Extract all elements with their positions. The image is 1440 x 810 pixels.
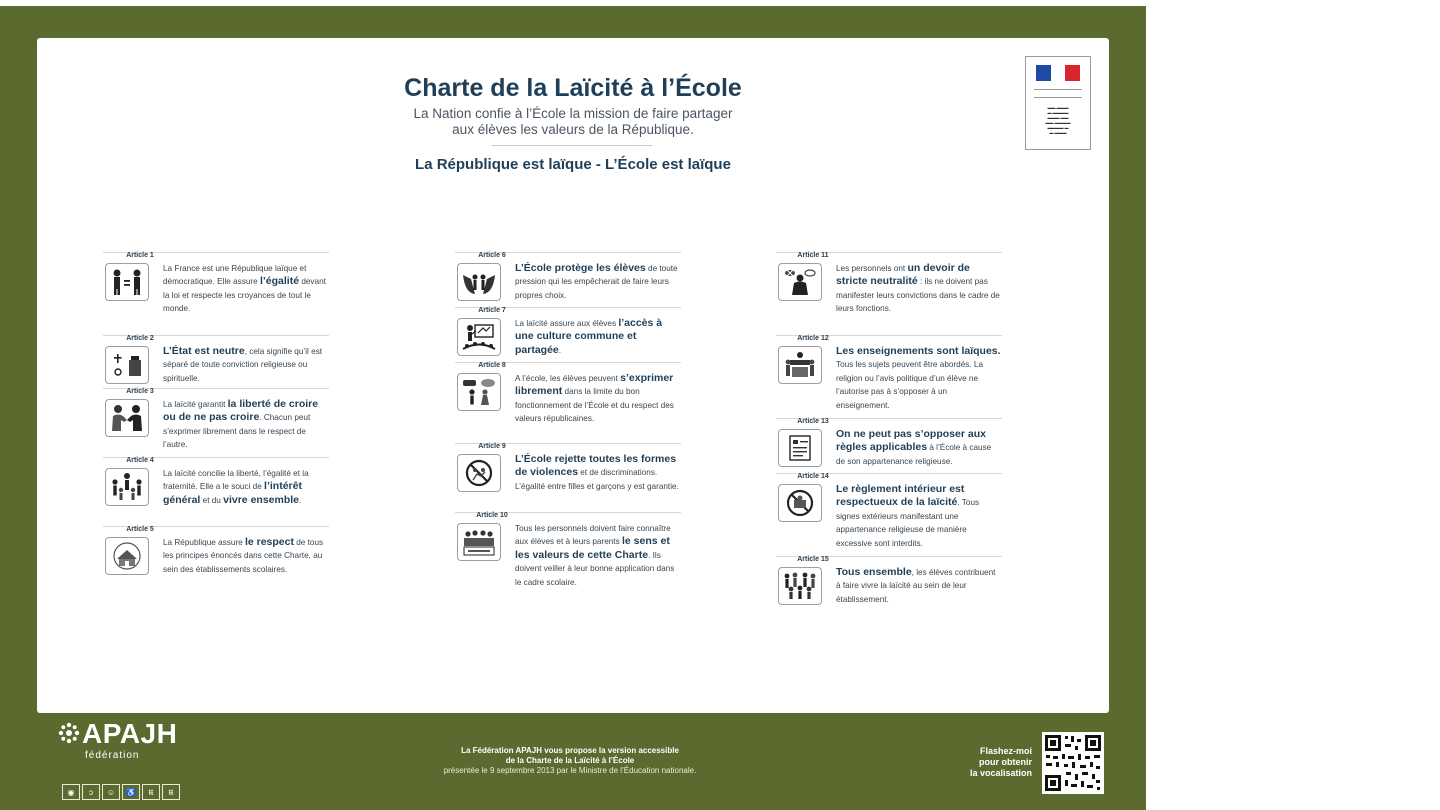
article-label: Article 10 bbox=[476, 512, 508, 519]
tagline: La République est laïque - L’École est laïque bbox=[415, 156, 731, 173]
article-text-segment: A l’école, les élèves peuvent bbox=[515, 374, 621, 383]
rules-document-icon bbox=[778, 429, 822, 467]
page-subtitle bbox=[37, 106, 1109, 138]
articles-column-2 bbox=[455, 252, 681, 603]
school-building-icon bbox=[105, 537, 149, 575]
article-text-bold: s’exprimer librement bbox=[515, 372, 674, 398]
article-text-bold: Les enseignements sont laïques. bbox=[836, 345, 1001, 357]
articles-column-1 bbox=[103, 252, 329, 587]
article-card bbox=[455, 443, 681, 512]
page-title: Charte de la Laïcité à l’École bbox=[404, 74, 742, 102]
article-text-bold: le respect bbox=[244, 536, 294, 548]
article-text-segment: . Tous signes extérieurs manifestant une appartenance religieuse de manière excessive sont interdits. bbox=[836, 498, 980, 548]
article-card bbox=[455, 362, 681, 443]
article-text-segment: La laïcité assure aux élèves bbox=[515, 319, 619, 328]
article-text-bold: un devoir de stricte neutralité bbox=[836, 262, 970, 288]
article-text bbox=[163, 398, 329, 452]
article-text bbox=[515, 522, 681, 589]
subtitle-line-1: La Nation confie à l’École la mission de faire partager bbox=[413, 106, 733, 121]
footer-notice bbox=[400, 746, 740, 776]
laicite-group-icon bbox=[457, 523, 501, 561]
article-label: Article 9 bbox=[478, 443, 506, 450]
article-text bbox=[163, 345, 329, 385]
footer-notice-line-2: de la Charte de la Laïcité à l’École bbox=[505, 756, 635, 765]
article-text-segment: et du bbox=[200, 495, 224, 505]
article-card bbox=[776, 473, 1002, 556]
subtitle-line-2: aux élèves les valeurs de la République. bbox=[452, 122, 694, 137]
article-card bbox=[103, 388, 329, 457]
article-text-segment: de toute pression qui les empêcherait de faire leurs propres choix. bbox=[515, 264, 678, 300]
apajh-flower-icon bbox=[58, 722, 80, 744]
article-label: Article 4 bbox=[126, 457, 154, 464]
article-text-segment: Tous les sujets peuvent être abordés. La religion ou l’avis politique d’un élève ne l’autorise pas à s’opposer à un enseignement. bbox=[836, 360, 984, 410]
article-card bbox=[455, 307, 681, 362]
article-card bbox=[103, 526, 329, 587]
no-religious-signs-icon bbox=[778, 484, 822, 522]
article-text-segment: : ils ne doivent pas manifester leurs convictions dans le cadre de leurs fonctions. bbox=[836, 277, 1000, 314]
article-text bbox=[515, 453, 681, 493]
article-label: Article 2 bbox=[126, 335, 154, 342]
qr-caption-line-2: pour obtenir bbox=[979, 757, 1032, 767]
article-text-bold: On ne peut pas s’opposer aux règles applicables bbox=[836, 428, 986, 454]
religion-symbols-icon bbox=[105, 346, 149, 384]
article-text bbox=[836, 262, 1002, 316]
people-group-icon bbox=[105, 468, 149, 506]
article-text-segment: . bbox=[558, 345, 562, 355]
article-card bbox=[455, 512, 681, 603]
article-text bbox=[163, 262, 329, 316]
article-text bbox=[836, 566, 1002, 606]
article-text bbox=[836, 483, 1002, 550]
equality-people-icon bbox=[105, 263, 149, 301]
article-text-bold: l’intérêt général bbox=[163, 480, 302, 506]
family-icon: ŧŧ bbox=[162, 784, 180, 800]
speech-bubbles-icon bbox=[457, 373, 501, 411]
qr-caption-line-3: la vocalisation bbox=[969, 768, 1032, 778]
article-label: Article 8 bbox=[478, 362, 506, 369]
article-card bbox=[455, 252, 681, 307]
article-card bbox=[103, 252, 329, 335]
article-text bbox=[163, 467, 329, 507]
article-text-bold: la liberté de croire ou de ne pas croire bbox=[163, 398, 319, 424]
handshake-icon bbox=[105, 399, 149, 437]
article-text-bold: L’État est neutre bbox=[163, 345, 245, 357]
students-together-icon bbox=[778, 567, 822, 605]
article-label: Article 15 bbox=[797, 556, 829, 563]
article-text-segment: La République assure bbox=[163, 538, 245, 547]
article-text-segment: Les personnels ont bbox=[836, 264, 908, 273]
protecting-hands-icon bbox=[457, 263, 501, 301]
apajh-subbrand: fédération bbox=[85, 750, 140, 761]
article-label: Article 6 bbox=[478, 252, 506, 259]
article-text-bold: Tous ensemble bbox=[836, 566, 912, 578]
article-text bbox=[836, 428, 1002, 468]
article-text-segment: . Chacun peut s’exprimer librement dans le respect de l’autre. bbox=[163, 413, 311, 450]
article-text-bold: vivre ensemble bbox=[223, 493, 300, 506]
article-label: Article 12 bbox=[797, 335, 829, 342]
article-text-segment: Tous les personnels doivent faire connaître aux élèves et à leurs parents bbox=[515, 524, 671, 547]
article-card bbox=[776, 335, 1002, 418]
title-divider bbox=[492, 145, 652, 146]
ministry-logo-lettering: ▬▬ ▬▬▬ ▬ ▬▬▬▬ ▬▬▬ ▬▬ ▬▬ ▬▬▬▬ ▬▬▬▬ ▬ ▬ ▬▬▬ bbox=[1045, 105, 1071, 135]
hearing-icon: ↄ bbox=[82, 784, 100, 800]
article-text bbox=[515, 317, 681, 357]
article-text-bold: L’École protège les élèves bbox=[515, 262, 646, 274]
disability-icons bbox=[62, 784, 180, 800]
neutral-staff-icon bbox=[778, 263, 822, 301]
article-text-bold: le sens et les valeurs de cette Charte bbox=[515, 535, 670, 561]
apajh-brand: APAJH bbox=[82, 718, 178, 749]
article-label: Article 13 bbox=[797, 418, 829, 425]
article-text bbox=[836, 345, 1002, 412]
article-card bbox=[776, 556, 1002, 611]
article-text-segment: devant la loi et respecte les croyances de tout le monde. bbox=[163, 277, 326, 314]
visual-icon: ◉ bbox=[62, 784, 80, 800]
no-violence-icon bbox=[457, 454, 501, 492]
article-text-segment: , les élèves contribuent à faire vivre la laïcité au sein de leur établissement. bbox=[836, 568, 996, 604]
article-text-segment: . bbox=[299, 495, 302, 505]
article-text-segment: à l’École à cause de son appartenance religieuse. bbox=[836, 443, 992, 466]
article-text-segment: de tous les principes énoncés dans cette Charte, au sein des établissements scolaires. bbox=[163, 538, 324, 574]
article-label: Article 3 bbox=[126, 388, 154, 395]
article-text-bold: l’égalité bbox=[259, 275, 300, 288]
people-icon: ŧŧ bbox=[142, 784, 160, 800]
article-card bbox=[776, 418, 1002, 473]
article-text-bold: Le règlement intérieur est respectueux de la laïcité bbox=[836, 483, 965, 509]
article-label: Article 7 bbox=[478, 307, 506, 314]
qr-code[interactable] bbox=[1042, 732, 1104, 794]
footer-notice-date: présentée le 9 septembre 2013 par le Ministre de l’Éducation nationale. bbox=[443, 766, 697, 775]
article-text bbox=[515, 372, 681, 426]
article-text-segment: La France est une République laïque et démocratique. Elle assure bbox=[163, 264, 307, 287]
french-flag-icon bbox=[1036, 65, 1080, 81]
wheelchair-icon: ♿ bbox=[122, 784, 140, 800]
article-text-bold: l’accès à une culture commune et partagée bbox=[515, 317, 663, 356]
article-label: Article 11 bbox=[797, 252, 829, 259]
article-label: Article 14 bbox=[797, 473, 829, 480]
articles-column-3 bbox=[776, 252, 1002, 611]
article-text-segment: La laïcité garantit bbox=[163, 400, 228, 409]
article-text-segment: et de discriminations. L’égalité entre filles et garçons y est garantie. bbox=[515, 468, 679, 491]
mental-icon: ☺ bbox=[102, 784, 120, 800]
classroom-icon bbox=[778, 346, 822, 384]
article-text-bold: L’École rejette toutes les formes de violences bbox=[515, 453, 677, 479]
article-card bbox=[103, 457, 329, 526]
footer-notice-line-1: La Fédération APAJH vous propose la version accessible bbox=[461, 746, 679, 755]
article-label: Article 1 bbox=[126, 252, 154, 259]
article-label: Article 5 bbox=[126, 526, 154, 533]
article-text-segment: La laïcité concilie la liberté, l’égalité et la fraternité. Elle a le souci de bbox=[163, 469, 309, 492]
article-text-segment: . Ils doivent veiller à leur bonne application dans le cadre scolaire. bbox=[515, 550, 675, 587]
ministry-logo bbox=[1025, 56, 1091, 150]
article-text bbox=[163, 536, 329, 576]
article-card bbox=[776, 252, 1002, 335]
teacher-board-icon bbox=[457, 318, 501, 356]
qr-caption-line-1: Flashez-moi bbox=[979, 746, 1032, 756]
article-text bbox=[515, 262, 681, 302]
article-card bbox=[103, 335, 329, 388]
qr-caption bbox=[948, 746, 1032, 779]
article-text-segment: , cela signifie qu’il est séparé de toute conviction religieuse ou spirituelle. bbox=[163, 347, 323, 383]
article-text-segment: dans la limite du bon fonctionnement de l’École et du respect des valeurs républicaines. bbox=[515, 387, 674, 424]
